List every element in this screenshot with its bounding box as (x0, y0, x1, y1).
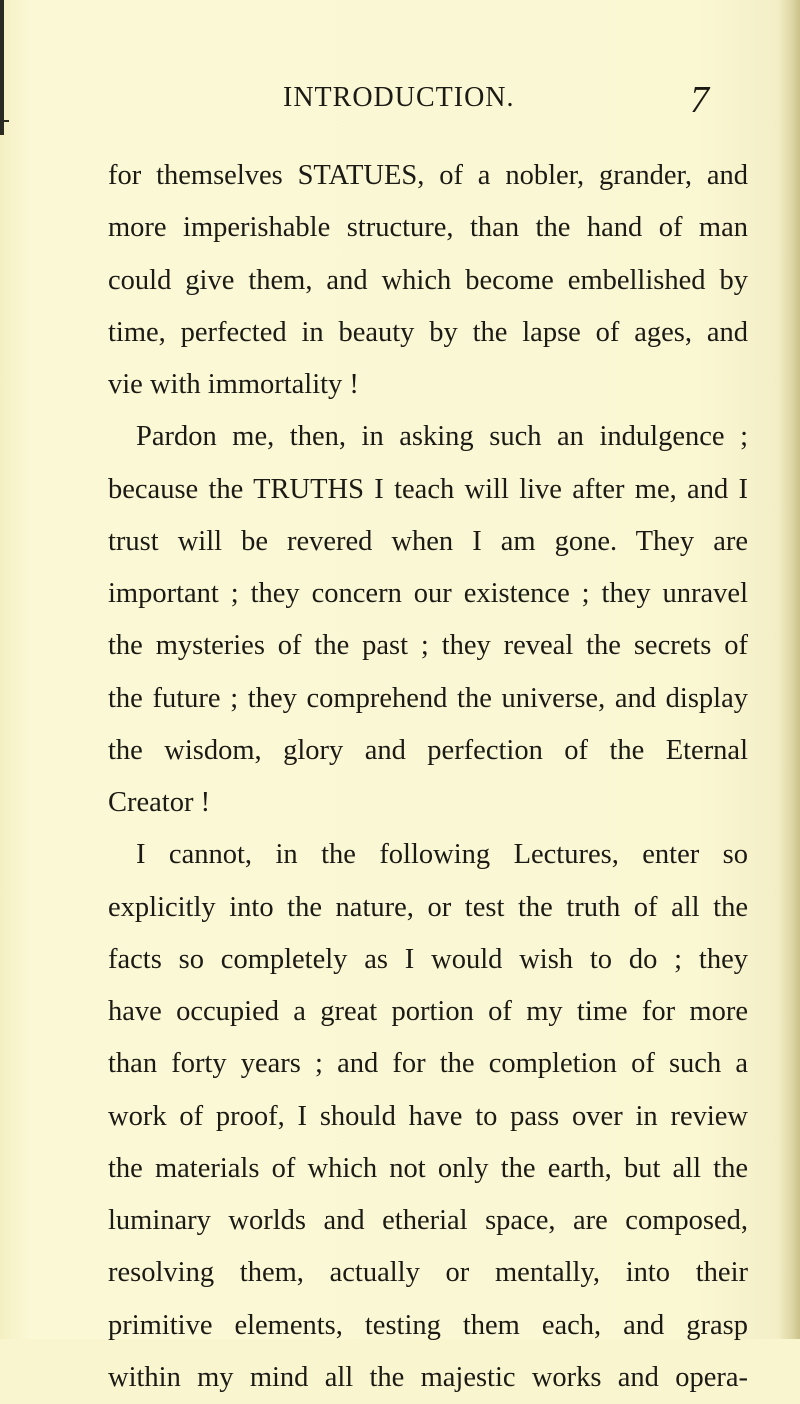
text-line: the materials of which not only the earth, but all the (108, 1152, 748, 1184)
text-line: have occupied a great portion of my time for more (108, 996, 748, 1027)
text-line: time, perfected in beauty by the lapse of ages, and (108, 316, 748, 348)
text-line: I cannot, in the following Lectures, enter so (136, 839, 748, 871)
text-line: facts so completely as I would wish to do ; they (108, 943, 748, 975)
text-line: explicitly into the nature, or test the truth of all the (108, 891, 748, 923)
text-line: because the TRUTHS I teach will live after me, and I (108, 473, 748, 505)
text-line: Creator ! (108, 787, 211, 818)
text-line: than forty years ; and for the completion of such a (108, 1048, 748, 1080)
text-line: resolving them, actually or mentally, into their (108, 1257, 748, 1289)
page-edge-mark (0, 120, 9, 122)
text-line: primitive elements, testing them each, and grasp (108, 1309, 748, 1341)
running-title: INTRODUCTION. (283, 82, 515, 113)
text-line: trust will be revered when I am gone. They are (108, 525, 748, 557)
text-line: important ; they concern our existence ; they unravel (108, 578, 748, 609)
text-line: within my mind all the majestic works and opera- (108, 1361, 748, 1393)
text-line: for themselves STATUES, of a nobler, grander, and (108, 160, 748, 191)
text-line: the mysteries of the past ; they reveal the secrets of (108, 630, 748, 662)
text-line: vie with immortality ! (108, 369, 359, 400)
body-text (108, 150, 748, 1404)
text-line: could give them, and which become embellished by (108, 264, 748, 296)
text-line: luminary worlds and etherial space, are composed, (108, 1205, 748, 1236)
text-line: more imperishable structure, than the hand of man (108, 212, 748, 244)
page-gutter-shadow (778, 0, 800, 1339)
text-line: the future ; they comprehend the universe, and display (108, 682, 748, 714)
text-line: work of proof, I should have to pass over in review (108, 1100, 748, 1132)
text-line: the wisdom, glory and perfection of the Eternal (108, 734, 748, 766)
text-line: Pardon me, then, in asking such an indulgence ; (136, 421, 748, 453)
page-number: 7 (690, 79, 709, 121)
page-header (0, 78, 800, 121)
